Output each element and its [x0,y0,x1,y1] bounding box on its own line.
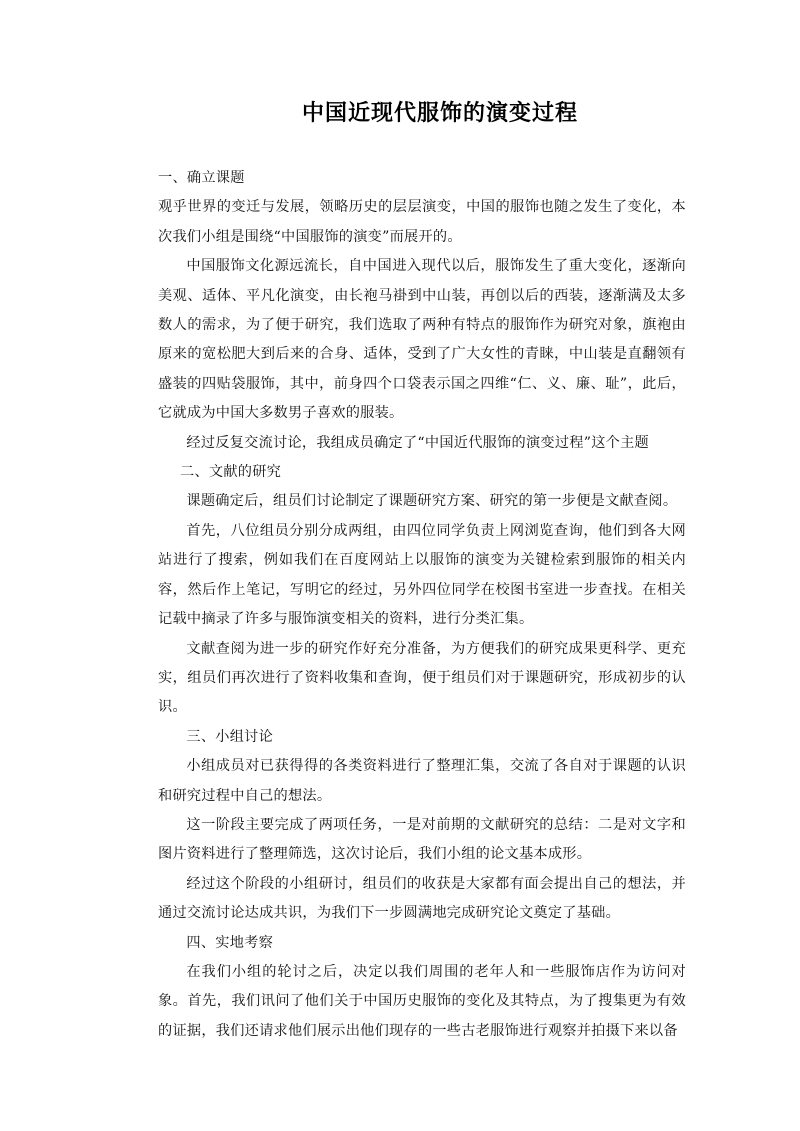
paragraph: 小组成员对已获得得的各类资料进行了整理汇集，交流了各自对于课题的认识和研究过程中自己的想法。 [158,758,686,804]
section-heading-3: 三、小组讨论 [186,728,274,745]
document-body [158,164,686,1046]
paragraph: 经过反复交流讨论，我组成员确定了“中国近代服饰的演变过程”这个主题 [186,434,649,451]
paragraph: 中国服饰文化源远流长，自中国进入现代以后，服饰发生了重大变化，逐渐向美观、适体、平凡化演变，由长袍马褂到中山装，再创以后的西装，逐渐满及太多数人的需求，为了便于研究，我们选取了两种有特点的服饰作为研究对象，旗袍由原来的宽松肥大到后来的合身、适体，受到了广大女性的青睐，中山装是直翻领有盛装的四贴袋服饰，其中，前身四个口袋表示国之四维“仁、义、廉、耻”，此后，它就成为中国大多数男子喜欢的服装。 [158,258,686,422]
paragraph: 观乎世界的变迁与发展，领略历史的层层演变，中国的服饰也随之发生了变化，本次我们小组是围绕“中国服饰的演变”而展开的。 [158,199,686,245]
paragraph: 首先，八位组员分别分成两组，由四位同学负责上网浏览查询，他们到各大网站进行了搜索，例如我们在百度网站上以服饰的演变为关键检索到服饰的相关内容，然后作上笔记，写明它的经过，另外四位同学在校图书室进一步查找。在相关记载中摘录了许多与服饰演变相关的资料，进行分类汇集。 [158,522,686,628]
document-title: 中国近现代服饰的演变过程 [301,101,578,126]
section-heading-2: 二、文献的研究 [180,464,282,481]
section-heading-1: 一、确立课题 [158,170,245,186]
section-heading-4: 四、实地考察 [186,934,274,951]
paragraph: 这一阶段主要完成了两项任务，一是对前期的文献研究的总结：二是对文字和图片资料进行了整理筛选，这次讨论后，我们小组的论文基本成形。 [158,816,686,863]
paragraph: 经过这个阶段的小组研讨，组员们的收获是大家都有面会提出自己的想法，并通过交流讨论达成共识，为我们下一步圆满地完成研究论文奠定了基础。 [158,875,686,922]
paragraph: 文献查阅为进一步的研究作好充分准备，为方便我们的研究成果更科学、更充实，组员们再次进行了资料收集和查询，便于组员们对于课题研究，形成初步的认识。 [158,640,686,716]
paragraph: 课题确定后，组员们讨论制定了课题研究方案、研究的第一步便是文献查阅。 [186,493,678,510]
paragraph: 在我们小组的轮讨之后，决定以我们周围的老年人和一些服饰店作为访问对象。首先，我们讯问了他们关于中国历史服饰的变化及其特点，为了搜集更为有效的证据，我们还请求他们展示出他们现存的一些古老服饰进行观察并拍摄下来以备 [158,963,686,1039]
